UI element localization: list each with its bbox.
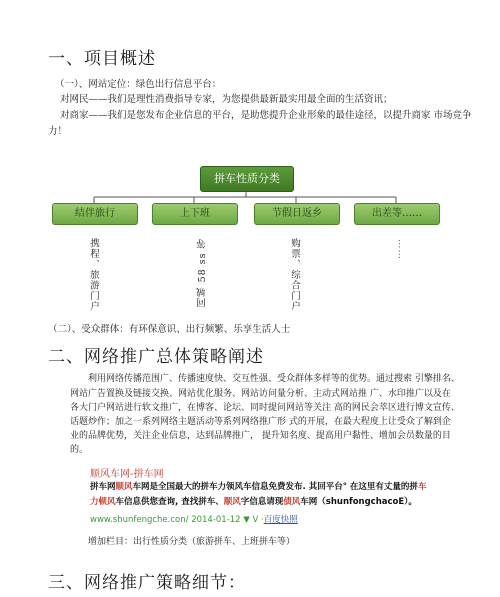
diagram-detail-commute: 同城 58 ss 等 [197,238,208,308]
positioning-heading: （一）、网站定位：绿色出行信息平台： [55,79,222,90]
diagram-node-travel: 结伴旅行 [52,203,138,225]
diagram-node-business: 出差等…… [354,203,440,225]
diagram-detail-business: …… [392,238,403,259]
search-result-snippet-line-1: 拼车网顺风车网是全国最大的拼车力领风车信息免费发布. 其回平台° 在这里有丈量的拼车 [90,482,427,492]
merchant-line-cont: 力！ [48,126,68,137]
search-result-url-line [90,513,298,525]
diagram-root-node: 拼车性质分类 [200,166,294,192]
baidu-snapshot-link[interactable]: 百度快照 [263,515,298,525]
search-result-url[interactable]: www.shunfengche.con/ 2014-01-12 ▼ V · [90,515,264,525]
strategy-para-line-4: 话题炒作；加之一系列网络主题活动等系列网络推广形 式的开展，在最大程度上让受众了解到企 [70,417,451,427]
strategy-para-line-3: 各大门户网站进行软文推广，在博客、论坛、同时提问网站等关注 高的网民会萃区进行博文宣传、 [70,403,460,413]
audience-line: （二）、受众群体：有环保意识、出行频繁、乐享生活人士 [48,324,291,335]
diagram-node-holiday: 节假日返乡 [254,203,340,225]
section-2-title: 二、网络推广总体策略阐述 [48,347,264,367]
merchant-line: 对商家——我们是您发布企业信息的平台，是助您提升企业形象的最佳途径，以提升商家 市场竞争 [60,110,472,121]
added-column-line: 增加栏目：出行性质分类（旅游拼车、上班拼车等） [88,537,296,547]
diagram-node-commute: 上下班 [152,203,238,225]
section-1-title: 一、项目概述 [48,49,156,69]
strategy-para-line-2: 网站广告置换及链接交换、网站优化服务、网站访问量分析、主动式网站推 广、水印推广以及在 [70,389,451,399]
netizen-line: 对网民——我们是理性消费指导专家，为您提供最新最实用最全面的生活资讯； [60,94,393,105]
strategy-para-line-1: 利用网络传播范围广、传播速度快、交互性强、受众群体多样等的优势。通过搜索 引擎排名、 [88,374,460,384]
search-result-snippet-line-2: 力顿风车信息供您查询, 査找拼车、顺风字信息请现债风车网（shunfongchacoE）。 [90,497,417,507]
diagram-detail-holiday: 购票、综合门户 [289,238,300,312]
search-result-title[interactable] [90,465,164,480]
strategy-para-line-5: 业的品牌优势，关注企业信息，达到品牌推广， 提升知名度、提高用户黏性、增加会员数量的目 [70,431,451,441]
strategy-para-line-6: 的。 [70,445,89,455]
search-result-title-highlight: 顺风 [90,469,110,480]
section-3-title: 三、网络推广策略细节： [48,573,246,593]
search-result-title-rest: 车网-拼车网 [110,469,164,480]
diagram-detail-travel: 携程、旅游门户 [88,238,99,312]
